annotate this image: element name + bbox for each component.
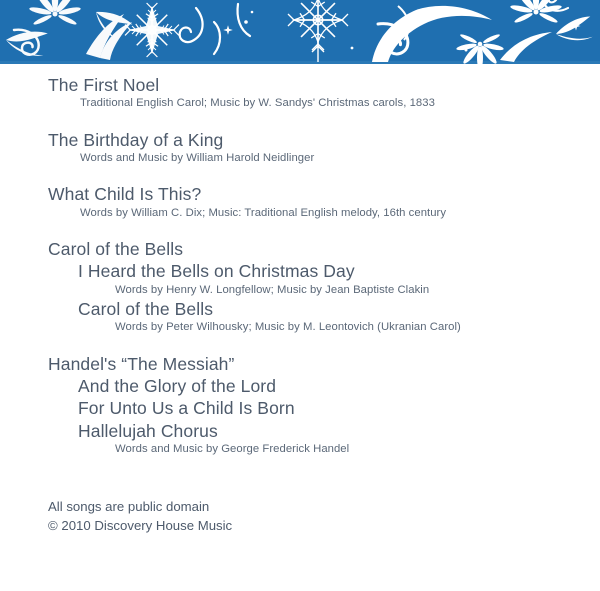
song-credit: Words by William C. Dix; Music: Traditional English melody, 16th century: [80, 206, 447, 219]
track-group: [0, 238, 600, 336]
track-group: [0, 183, 600, 221]
song-title: The First Noel: [48, 75, 160, 95]
track-group: [0, 353, 600, 458]
song-credit: Words by Henry W. Longfellow; Music by Jean Baptiste Clakin: [115, 283, 430, 296]
song-subtitle: For Unto Us a Child Is Born: [78, 398, 295, 419]
song-credit: Traditional English Carol; Music by W. Sandys' Christmas carols, 1833: [80, 97, 435, 110]
decorative-header-band: [0, 0, 600, 64]
song-title: What Child Is This?: [48, 184, 202, 205]
song-credit: Words by Peter Wilhousky; Music by M. Leontovich (Ukranian Carol): [115, 321, 461, 334]
song-group-title: Handel's “The Messiah”: [48, 353, 235, 374]
song-subtitle: And the Glory of the Lord: [78, 375, 277, 396]
song-group-title: Carol of the Bells: [48, 238, 184, 259]
public-domain-notice: All songs are public domain: [48, 499, 210, 514]
copyright-notice: © 2010 Discovery House Music: [48, 517, 233, 533]
track-group: [0, 129, 600, 167]
song-title: The Birthday of a King: [48, 129, 224, 150]
track-group: [0, 74, 600, 112]
song-subtitle: Carol of the Bells: [78, 298, 214, 319]
song-subtitle: Hallelujah Chorus: [78, 420, 218, 441]
song-subtitle: I Heard the Bells on Christmas Day: [78, 261, 355, 282]
track-listing: [0, 74, 600, 457]
footer: [0, 498, 600, 535]
song-credit: Words and Music by George Frederick Handel: [115, 443, 350, 456]
song-credit: Words and Music by William Harold Neidlinger: [80, 152, 315, 165]
